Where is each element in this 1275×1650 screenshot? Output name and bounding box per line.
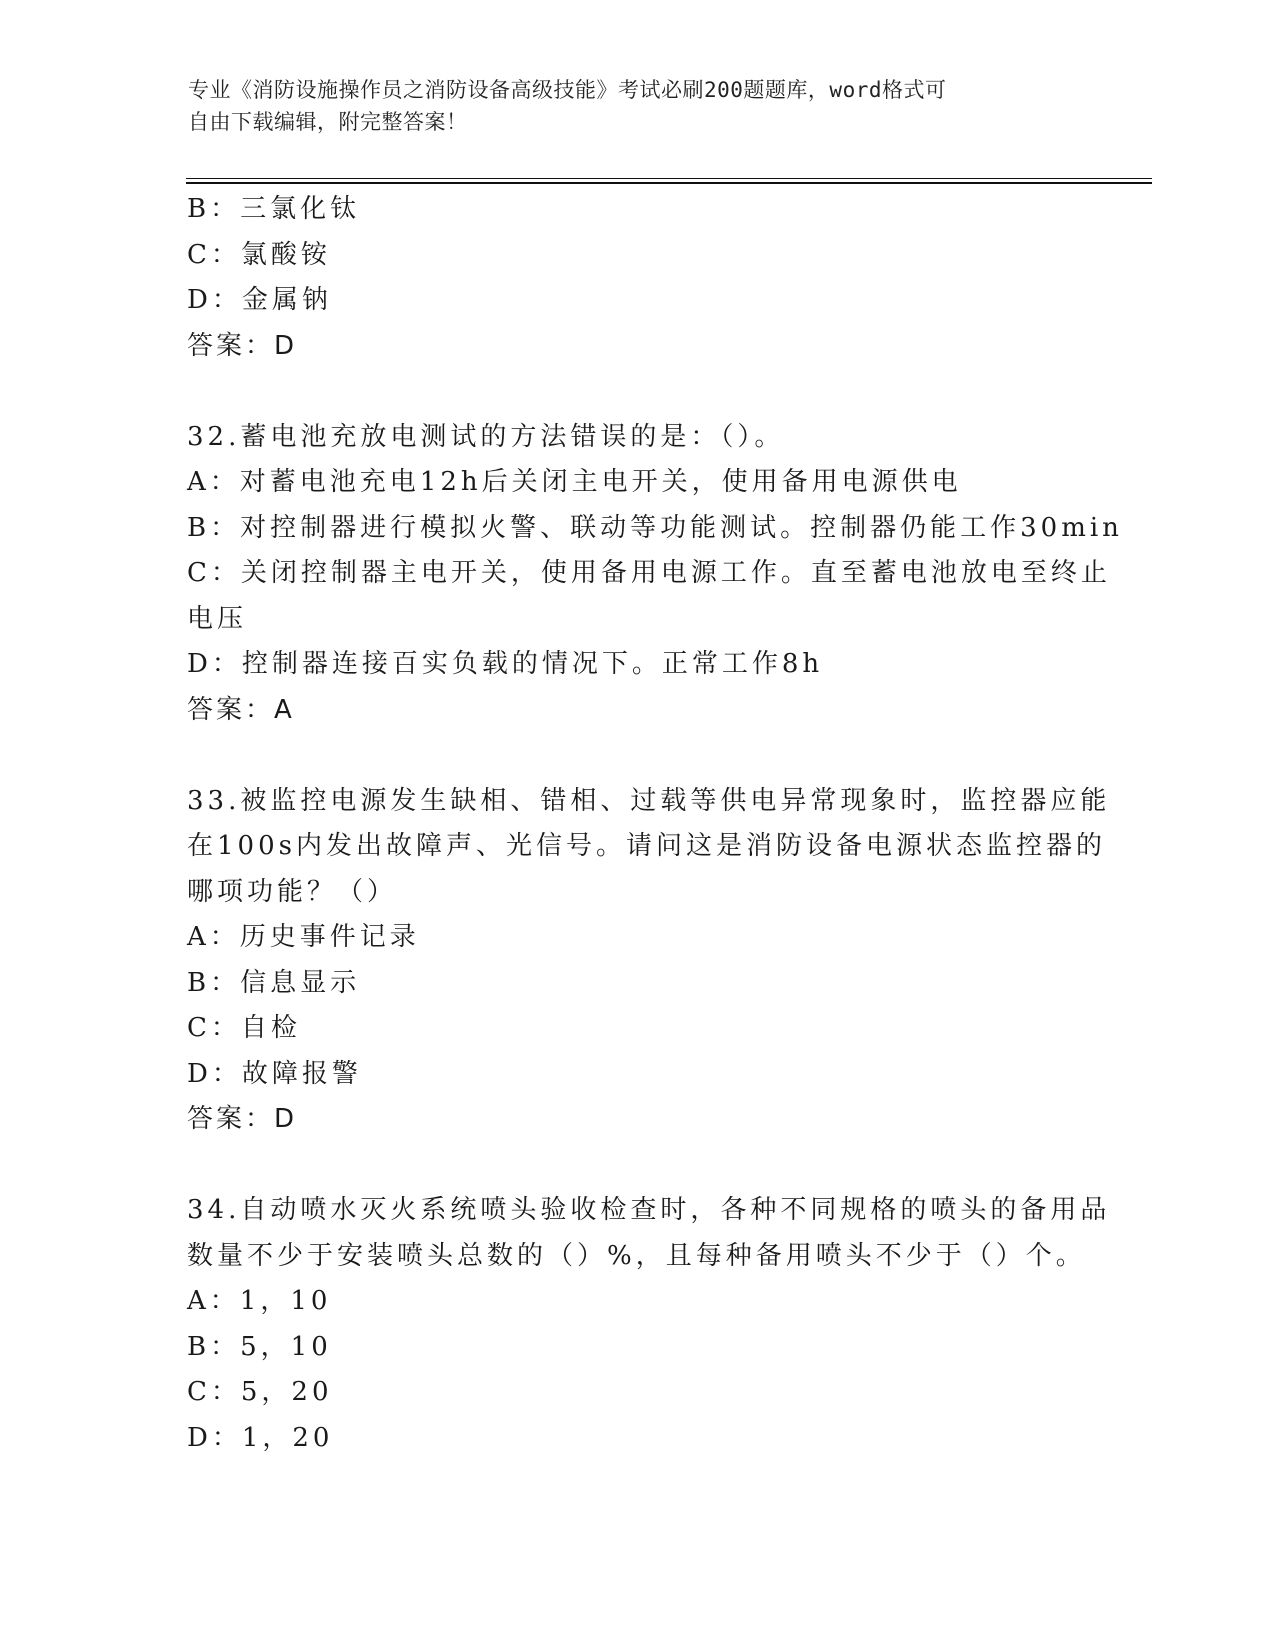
spacer (187, 1143, 1067, 1189)
option-line: D：故障报警 (187, 1058, 362, 1089)
option-line: A：对蓄电池充电12h后关闭主电开关，使用备用电源供电 (187, 467, 962, 497)
answer-line: 答案：D (187, 1104, 298, 1134)
answer-line: 答案：A (187, 694, 295, 725)
header-rule-thick (186, 182, 1152, 184)
header-line-1: 专业《消防设施操作员之消防设备高级技能》考试必刷200题题库，word格式可 (188, 78, 947, 102)
option-line: D：1，20 (187, 1422, 334, 1453)
question-33 (187, 779, 1111, 1143)
option-line: B：5，10 (187, 1331, 332, 1362)
option-line: B：信息显示 (187, 967, 361, 998)
question-stem-line: 32.蓄电池充放电测试的方法错误的是：（）。 (187, 421, 785, 452)
option-line: C：自检 (187, 1013, 301, 1043)
option-line: C：5，20 (187, 1377, 333, 1407)
option-line: D：控制器连接百实负载的情况下。正常工作8h (187, 649, 824, 679)
option-line: A：1，10 (187, 1286, 332, 1316)
option-line: C：氯酸铵 (187, 239, 331, 270)
option-line: B：对控制器进行模拟火警、联动等功能测试。控制器仍能工作30min (187, 512, 1123, 543)
question-34 (187, 1188, 1111, 1461)
header-rule-thin (186, 178, 1152, 179)
question-32 (187, 415, 1123, 734)
option-line: D：金属钠 (187, 285, 332, 315)
document-header (188, 74, 1068, 138)
question-stem-line: 哪项功能？（） (187, 876, 398, 907)
spacer (187, 733, 1067, 779)
answer-line: 答案：D (187, 330, 298, 361)
option-line-continued: 电压 (187, 603, 248, 634)
option-line: B：三氯化钛 (187, 194, 361, 224)
question-stem-line: 33.被监控电源发生缺相、错相、过载等供电异常现象时，监控器应能 (187, 785, 1111, 816)
spacer (187, 369, 1067, 415)
option-line: C：关闭控制器主电开关，使用备用电源工作。直至蓄电池放电至终止 (187, 558, 1111, 588)
option-line: A：历史事件记录 (187, 922, 420, 952)
prev-question-block (187, 187, 1067, 369)
question-stem-line: 数量不少于安装喷头总数的（）%，且每种备用喷头不少于（）个。 (187, 1240, 1086, 1271)
question-content (187, 187, 1123, 1461)
question-stem-line: 34.自动喷水灭火系统喷头验收检查时，各种不同规格的喷头的备用品 (187, 1195, 1111, 1225)
question-stem-line: 在100s内发出故障声、光信号。请问这是消防设备电源状态监控器的 (187, 831, 1106, 861)
header-line-2: 自由下载编辑，附完整答案！ (188, 110, 468, 134)
